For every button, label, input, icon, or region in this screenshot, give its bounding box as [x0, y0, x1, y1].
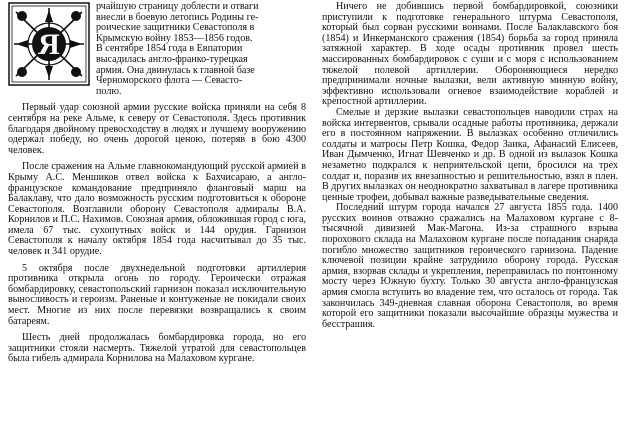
paragraph: Смелые и дерзкие вылазки севастопольцев наводили страх на войска интервентов, срывали осадные работы противника, держали его в постоянном напряжении. В вылазках особенно отличились солдаты и матросы Петр Кошка, Федор Заика, Афанасий Елисеев, Иван Дымченко, Игнат Шевченко и др. В одной из вылазок Кошка незаметно подкрался к неприятельской цепи, бросился на трех солдат и, поразив их внезапностью и решительностью, взял в плен. В других вылазках он неоднократно захватывал в лагере противника ценные трофеи, добывал важные разведывательные сведения. [322, 106, 618, 203]
left-column [8, 2, 306, 365]
intro-line: роические защитники Севастополя в [96, 22, 255, 34]
paragraph: После сражения на Альме главнокомандующий русской армией в Крыму А.С. Меншиков отвел войска к Бахчисараю, а англо-французское командование предприняло фланговый марш на Балаклаву, что дало возможность русским подготовиться к обороне Севастополя. Возглавили оборону Севастополя адмиралы В.А. Корнилов и П.С. Нахимов. Союзная армия, обложившая город с юга, имела 67 тыс. сухопутных войск и 144 орудия. Гарнизон Севастополя к началу октября 1854 года насчитывал до 35 тыс. человек и 341 орудие. [8, 161, 306, 258]
ornamental-dropcap-ya [8, 2, 90, 86]
intro-line: В сентябре 1854 года в Евпатории [96, 43, 243, 55]
intro-line: полю. [96, 85, 122, 97]
intro-line: армия. Она двинулась к главной базе [96, 64, 255, 76]
intro-line: рчайшую страницу доблести и отваги [96, 1, 259, 12]
paragraph: 5 октября после двухнедельной подготовки артиллерия противника открыла огонь по городу. Героически отражая бомбардировку, севастопольский гарнизон показал исключительную выносливость и героизм. Раненые и контуженые не покидали своих мест. Многие из них после перевязки возвращались к своим батареям. [8, 262, 306, 327]
intro-block [8, 2, 306, 97]
intro-line: Черноморского флота — Севасто- [96, 75, 243, 87]
paragraph: Первый удар союзной армии русские войска приняли на себя 8 сентября на реке Альме, к северу от Севастополя. Здесь противник благодаря двойному превосходству в людях и лучшему вооружению одержал победу, но очень дорогой ценою, потеряв в бою 4300 человек. [8, 102, 306, 156]
paragraph: Шесть дней продолжалась бомбардировка города, но его защитники стояли насмерть. Тяжелой утратой для севастопольцев была гибель адмирала Корнилова на Малаховом кургане. [8, 332, 306, 365]
intro-line: внесли в боевую летопись Родины ге- [96, 11, 259, 23]
paragraph: Последний штурм города начался 27 августа 1855 года. 1400 русских воинов отважно сражались на Малаховом кургане с 8-тысячной дивизией Мак-Магона. Из-за страшного взрыва порохового склада на Малаховом кургане после попадания снаряда погибло множество защитников героического гарнизона. Падение ключевой позиции крайне затруднило оборону города. Русская армия, взорвав склады и укрепления, переправилась по понтонному мосту через Южную бухту. Только 30 августа англо-французская армия смогла вступить во владение тем, что осталось от города. Так закончилась 349-дневная славная оборона Севастополя, во время которой его защитники показали высочайшие образцы мужества и бесстрашия. [322, 202, 618, 330]
intro-line: Крымскую войну 1853—1856 годов. [96, 32, 253, 44]
intro-text [96, 2, 306, 97]
right-column [322, 2, 618, 330]
intro-line: высадилась англо-франко-турецкая [96, 53, 248, 65]
dropcap-letter: Я [38, 28, 60, 61]
paragraph: Ничего не добившись первой бомбардировкой, союзники приступили к подготовке генерального штурма Севастополя, который был сорван русскими воинами. После Балаклавского боя (1854) и Инкерманского сражения (1854) борьба за город приняла затяжной характер. В ходе осады противник провел шесть массированных бомбардировок с суши и с моря с использованием тяжелой полевой артиллерии. Обороняющиеся нередко предпринимали ночные вылазки, вели активную минную войну, эффективно использовали огневое взаимодействие кораблей и крепостной артиллерии. [322, 1, 618, 108]
